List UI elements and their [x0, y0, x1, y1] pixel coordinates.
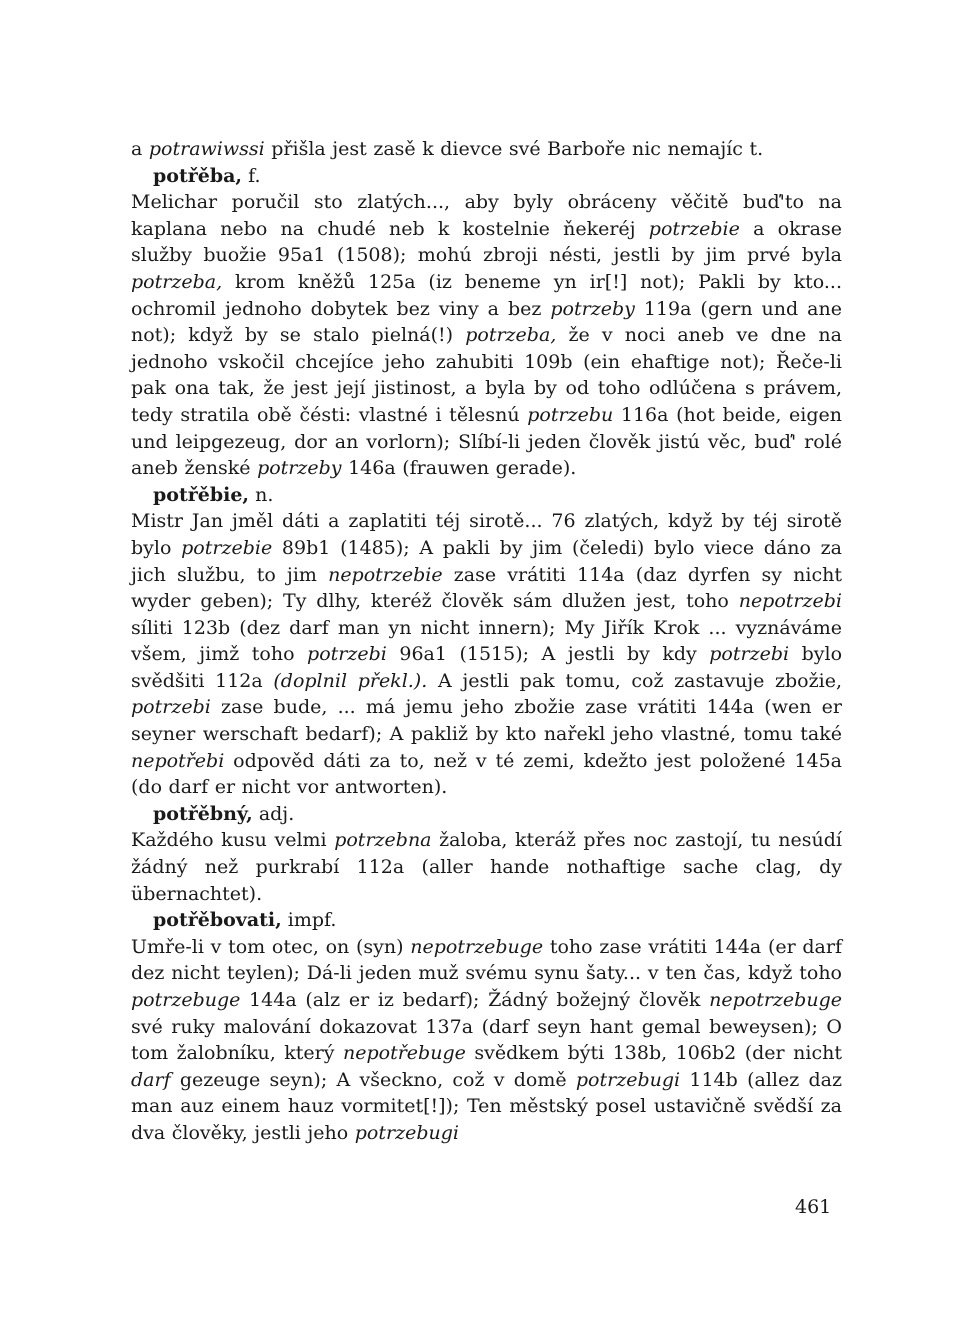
cited-form: darf: [131, 1068, 171, 1091]
text-segment: 89b1 (1485); A pakli by jim (čeledi) bylo viece dáno za jich službu, to jim: [131, 536, 843, 586]
text-segment: že v noci aneb ve dne na jednoho vskočil chcejíce jeho zahubiti 109b (ein ehaftige not); Řeče-li pak ona tak, že jest její jistinost, a byla by od toho odlúčena s právem, tedy stratila obě čésti: vlastné i tělesnú: [131, 324, 842, 426]
text-segment: 114b (allez daz man auz einem hauz vormitet[!]); Ten městský posel ustavičně svědší za dva člověky, jestli jeho: [131, 1068, 843, 1144]
text-segment: 119a (gern und ane not); když by se stalo pielná(!): [131, 297, 842, 347]
grammar-label: impf.: [281, 909, 337, 932]
entry-heading: [131, 801, 842, 828]
cited-form: nepotřebuge: [343, 1042, 466, 1065]
text-segment: 146a (frauwen gerade).: [341, 457, 577, 480]
entry-heading: [131, 163, 842, 190]
headword: potřěba,: [153, 164, 243, 187]
text-segment: své ruky malování dokazovat 137a (darf seyn hant gemal beweysen); O tom žalobníku, který: [131, 1015, 842, 1065]
cited-form: potrzebuge: [131, 989, 241, 1011]
cited-form: potrzebu: [527, 403, 614, 426]
cited-form: potrzeby: [550, 297, 635, 320]
entry-paragraph: [131, 136, 842, 163]
cited-form: potrzebugi: [354, 1121, 459, 1144]
cited-form: (doplnil překl.).: [273, 669, 428, 692]
text-segment: zase vrátiti 114a (daz dyrfen sy nicht wyder geben); Ty dlhy, kteréž člověk sám dlužen jest, toho: [131, 563, 842, 613]
cited-form: potrzebi: [709, 643, 790, 666]
text-segment: krom kněžů 125a (iz beneme yn ir[!] not); Pakli by kto... ochromil jednoho dobytek bez viny a bez: [131, 270, 842, 320]
entry-paragraph: [131, 827, 842, 907]
text-segment: toho zase vrátiti 144a (er darf dez nicht teylen); Dá-li jeden muž svému synu šaty... v ten čas, když toho: [131, 935, 843, 985]
text-segment: a: [131, 138, 149, 160]
cited-form: potrzeba,: [131, 270, 223, 293]
text-segment: přišla jest zasě k dievce své Barboře nic nemajíc t.: [264, 138, 764, 160]
text-segment: svědkem býti 138b, 106b2 (der nicht: [465, 1042, 842, 1065]
text-segment: Umře-li v tom otec, on (syn): [131, 935, 411, 958]
cited-form: potrzebugi: [575, 1068, 681, 1091]
cited-form: potrzeby: [257, 457, 342, 480]
text-segment: odpověd dáti za to, než v té zemi, kdežto jest položené 145a (do darf er nicht vor antworten).: [131, 749, 842, 799]
cited-form: potrzebna: [334, 829, 432, 852]
text-segment: žaloba, kteráž přes noc zastojí, tu nesúdí žádný než purkrabí 112a (aller hande nothaftige sache clag, dy übernachtet).: [131, 829, 842, 905]
cited-form: potrzebie: [648, 217, 740, 240]
headword: potřěbovati,: [153, 909, 282, 932]
cited-form: potrawiwssi: [148, 138, 265, 160]
entry-paragraph: [131, 189, 842, 482]
text-segment: 96a1 (1515); A jestli by kdy: [386, 643, 710, 666]
text-segment: A jestli pak tomu, což zastavuje zbožie,: [427, 669, 842, 692]
text-segment: Melichar poručil sto zlatých..., aby byly obráceny věčitě buď'to na kaplana nebo na chudé neb k kostelnie ňekeréj: [131, 191, 842, 240]
entry-heading: [131, 907, 842, 934]
cited-form: nepotřebi: [131, 749, 225, 772]
text-segment: zase bude, ... má jemu jeho zbožie zase vrátiti 144a (wen er seyner werschaft bedarf); A pakliž by kto nařekl jeho vlastné, tomu také: [131, 696, 842, 746]
page-number: 461: [795, 1196, 832, 1218]
cited-form: nepotrzebuge: [410, 935, 544, 958]
cited-form: nepotrzebie: [328, 563, 443, 586]
text-segment: a okrase služby buožie 95a1 (1508); mohú zbroji nésti, jestli by jim prvé byla: [131, 217, 842, 267]
cited-form: potrzebi: [131, 696, 211, 719]
text-segment: síliti 123b (dez darf man yn nicht innern); My Jiřík Krok ... vyznáváme všem, jimž toho: [131, 616, 842, 666]
cited-form: potrzebi: [307, 643, 387, 666]
entry-paragraph: [131, 934, 842, 1147]
cited-form: nepotrzebi: [738, 590, 842, 613]
text-segment: bylo svědšiti 112a: [131, 643, 843, 692]
text-segment: Mistr Jan jměl dáti a zaplatiti téj sirotě... 76 zlatých, když by téj sirotě bylo: [131, 510, 842, 559]
entry-paragraph: [131, 508, 842, 801]
grammar-label: adj.: [252, 802, 295, 825]
text-segment: 144a (alz er iz bedarf); Žádný božejný člověk: [240, 989, 710, 1011]
cited-form: nepotrzebuge: [709, 989, 842, 1011]
grammar-label: f.: [242, 164, 261, 187]
headword: potřěbie,: [153, 483, 250, 506]
text-segment: Každého kusu velmi: [131, 829, 335, 852]
text-segment: 116a (hot beide, eigen und leipgezeug, dor an vorlorn); Slíbí-li jeden člověk jistú věc, buď' rolé aneb ženské: [131, 403, 842, 480]
grammar-label: n.: [249, 483, 274, 506]
entry-heading: [131, 482, 842, 509]
cited-form: potrzebie: [181, 536, 273, 559]
page-text: [131, 136, 842, 1147]
headword: potřěbný,: [153, 802, 253, 825]
cited-form: potrzeba,: [465, 324, 557, 347]
text-segment: gezeuge seyn); A všeckno, což v domě: [170, 1068, 576, 1091]
